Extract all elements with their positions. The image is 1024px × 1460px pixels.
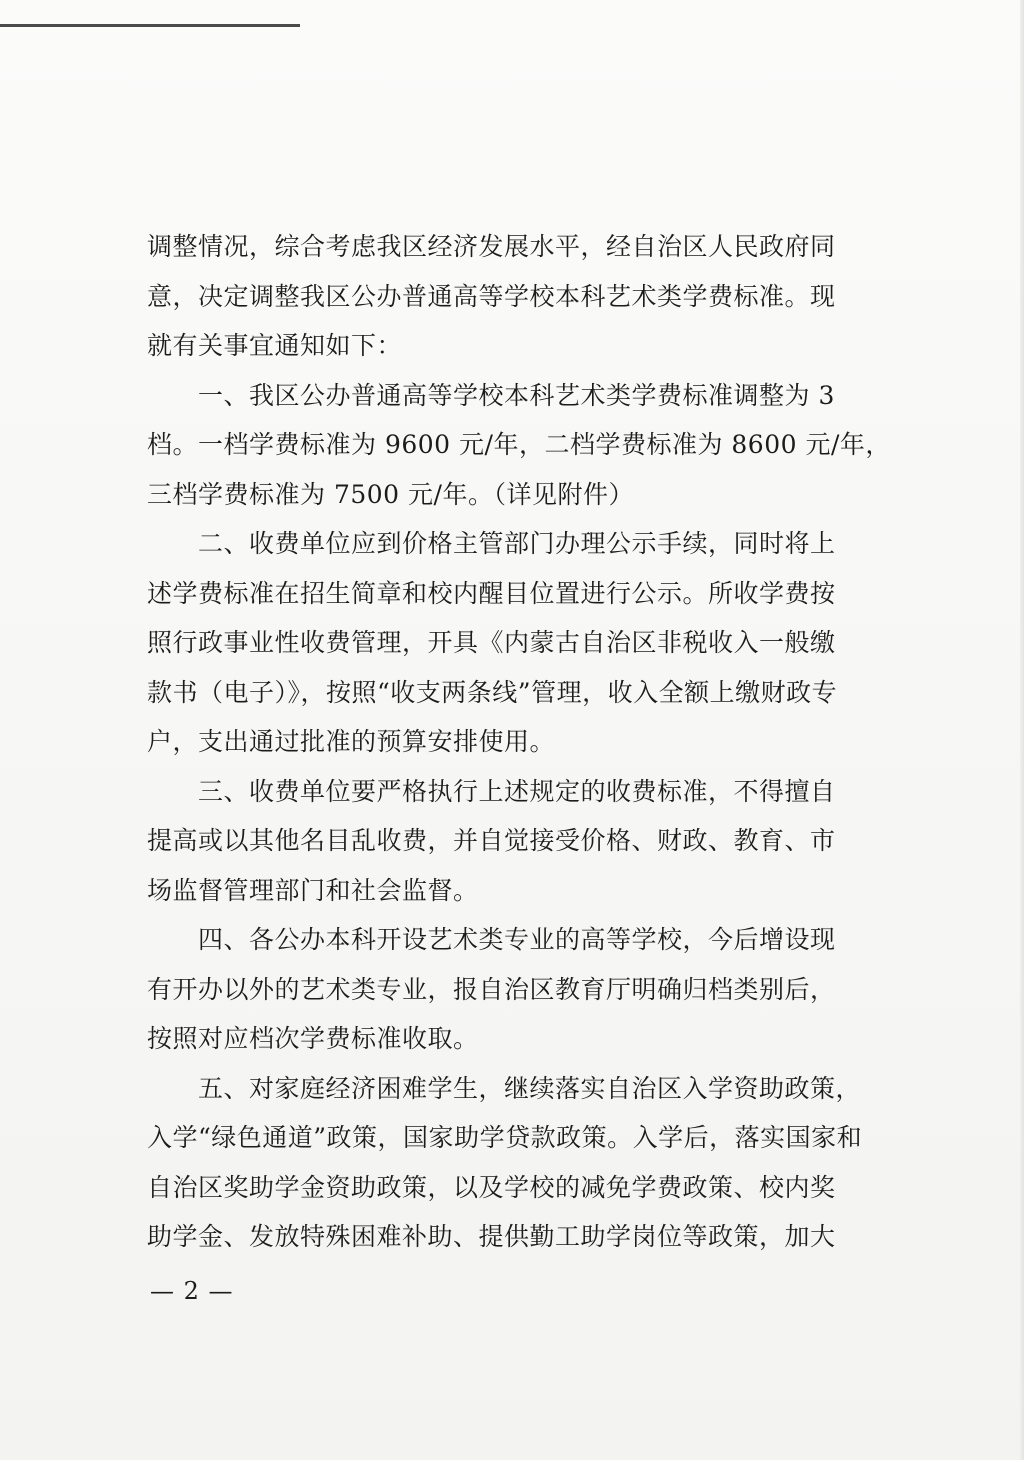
text-line: 款书（电子）》，按照“收支两条线”管理，收入全额上缴财政专 [147, 677, 838, 707]
text-line: 照行政事业性收费管理，开具《内蒙古自治区非税收入一般缴 [147, 628, 836, 657]
text-line: 场监督管理部门和社会监督。 [147, 875, 479, 905]
text-line: 意，决定调整我区公办普通高等学校本科艺术类学费标准。现 [147, 281, 836, 311]
text-line: 户，支出通过批准的预算安排使用。 [147, 727, 556, 756]
text-line: 就有关事宜通知如下： [147, 331, 403, 360]
scan-edge-shadow [1020, 0, 1024, 1460]
text-line: 有开办以外的艺术类专业，报自治区教育厅明确归档类别后， [147, 974, 836, 1004]
text-line: 入学“绿色通道”政策，国家助学贷款政策。入学后，落实国家和 [147, 1123, 863, 1152]
text-line: 二、收费单位应到价格主管部门办理公示手续，同时将上 [147, 529, 836, 558]
text-line: 一、我区公办普通高等学校本科艺术类学费标准调整为 3 [147, 380, 835, 410]
text-line: 四、各公办本科开设艺术类专业的高等学校，今后增设现 [147, 925, 836, 954]
text-line: 三、收费单位要严格执行上述规定的收费标准，不得擅自 [147, 776, 836, 806]
text-line: 自治区奖助学金资助政策，以及学校的减免学费政策、校内奖 [147, 1172, 836, 1202]
page-number: — 2 — [150, 1277, 234, 1305]
text-line: 述学费标准在招生简章和校内醒目位置进行公示。所收学费按 [147, 578, 836, 608]
body-text [147, 222, 891, 1262]
scan-edge-line [0, 24, 300, 27]
text-line: 调整情况，综合考虑我区经济发展水平，经自治区人民政府同 [147, 232, 836, 261]
text-line: 助学金、发放特殊困难补助、提供勤工助学岗位等政策，加大 [147, 1222, 836, 1251]
text-line: 提高或以其他名目乱收费，并自觉接受价格、财政、教育、市 [147, 826, 836, 855]
text-line: 五、对家庭经济困难学生，继续落实自治区入学资助政策， [147, 1073, 862, 1103]
text-line: 按照对应档次学费标准收取。 [147, 1024, 479, 1053]
text-line: 档。一档学费标准为 9600 元/年，二档学费标准为 8600 元/年， [147, 430, 891, 459]
text-line: 三档学费标准为 7500 元/年。（详见附件） [147, 479, 634, 509]
